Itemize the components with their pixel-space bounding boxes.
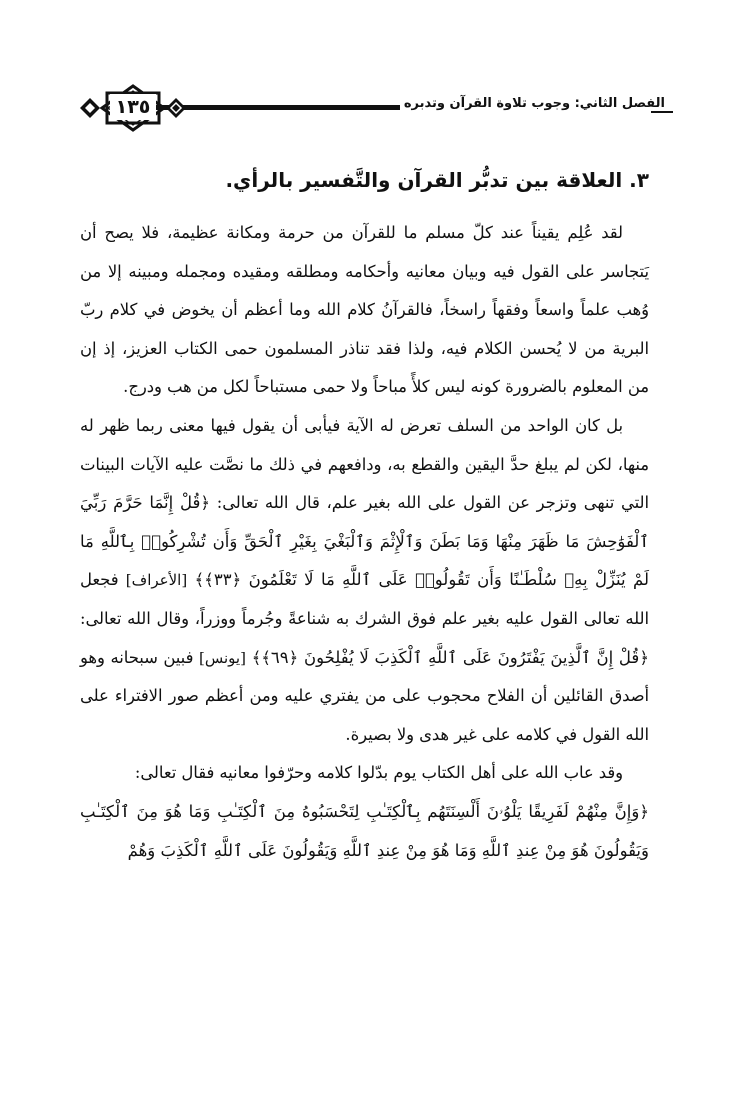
verse-reference-araf: [الأعراف]: [125, 571, 188, 590]
body-text: [80, 214, 649, 870]
paragraph-2-intro: بل كان الواحد من السلف تعرض له الآية فيأبى أن يقول فيها معنى ربما ظهر له منها، لكن لم يبلغ حدَّ اليقين والقطع به، ودافعهم في ذلك ما نصَّت عليه الآيات البينات التي تنهى وتزجر عن القول على الله بغير علم، قال الله تعالى:: [80, 415, 649, 513]
paragraph-2-middle: فجعل الله تعالى القول عليه بغير علم فوق الشرك به شناعةً وجُرماً ووزراً، وقال الله تعالى:: [80, 570, 649, 628]
paragraph-2-end: فبين سبحانه وهو أصدق القائلين أن الفلاح محجوب على من يفتري عليه ومن أعظم صور الافتراء على الله القول في كلامه على غير هدى ولا بصيرة.: [80, 647, 649, 744]
paragraph-3-verse: [80, 793, 649, 870]
paragraph-1: لقد عُلِم يقيناً عند كلّ مسلم ما للقرآن من حرمة ومكانة عظيمة، فلا يصح أن يَتجاسر على القول فيه وبيان معانيه وأحكامه ومطلقه ومقيده ومجمله ومبينه إلا من وُهب علماً واسعاً وفقهاً راسخاً، فالقرآنُ كلام الله وما أعظم أن يخوض في كلام ربّ البرية من لا يُحسن الكلام فيه، ولذا فقد تناذر المسلمون حمى الكتاب العزيز، إذ إن من المعلوم بالضرورة كونه ليس كلأً مباحاً ولا حمى مستباحاً لكل من هب ودرج.: [80, 223, 649, 397]
quran-verse-araf: ﴿قُلْ إِنَّمَا حَرَّمَ رَبِّيَ ٱلْفَوَٰحِشَ مَا ظَهَرَ مِنْهَا وَمَا بَطَنَ وَٱلْإِثْمَ وَٱلْبَغْيَ بِغَيْرِ ٱلْحَقِّ وَأَن تُشْرِكُوا۟ بِٱللَّهِ مَا لَمْ يُنَزِّلْ بِهِۦ سُلْطَـٰنًا وَأَن تَقُولُوا۟ عَلَى ٱللَّهِ مَا لَا تَعْلَمُونَ ﴿٣٣﴾﴾: [80, 493, 649, 590]
section-title: ٣. العلاقة بين تدبُّر القرآن والتَّفسير بالرأي.: [225, 168, 649, 192]
running-header: [78, 84, 673, 132]
quran-verse-yunus: ﴿قُلْ إِنَّ ٱلَّذِينَ يَفْتَرُونَ عَلَى ٱللَّهِ ٱلْكَذِبَ لَا يُفْلِحُونَ ﴿٦٩﴾﴾: [251, 647, 649, 667]
paragraph-3-intro: وقد عاب الله على أهل الكتاب يوم بدّلوا كلامه وحرّفوا معانيه فقال تعالى:: [134, 763, 623, 783]
running-title: الفصل الثاني: وجوب تلاوة القرآن وتدبره: [400, 96, 673, 111]
paragraph-2: [80, 407, 649, 754]
paragraph-3: [80, 754, 649, 793]
quran-verse-al-imran: ﴿وَإِنَّ مِنْهُمْ لَفَرِيقًا يَلْوُۥنَ أَلْسِنَتَهُم بِٱلْكِتَـٰبِ لِتَحْسَبُوهُ مِنَ ٱلْكِتَـٰبِ وَمَا هُوَ مِنَ ٱلْكِتَـٰبِ وَيَقُولُونَ هُوَ مِنْ عِندِ ٱللَّهِ وَمَا هُوَ مِنْ عِندِ ٱللَّهِ وَيَقُولُونَ عَلَى ٱللَّهِ ٱلْكَذِبَ وَهُمْ: [80, 801, 649, 860]
verse-reference-yunus: [يونس]: [199, 648, 246, 667]
page-number: ١٣٥: [110, 94, 156, 120]
